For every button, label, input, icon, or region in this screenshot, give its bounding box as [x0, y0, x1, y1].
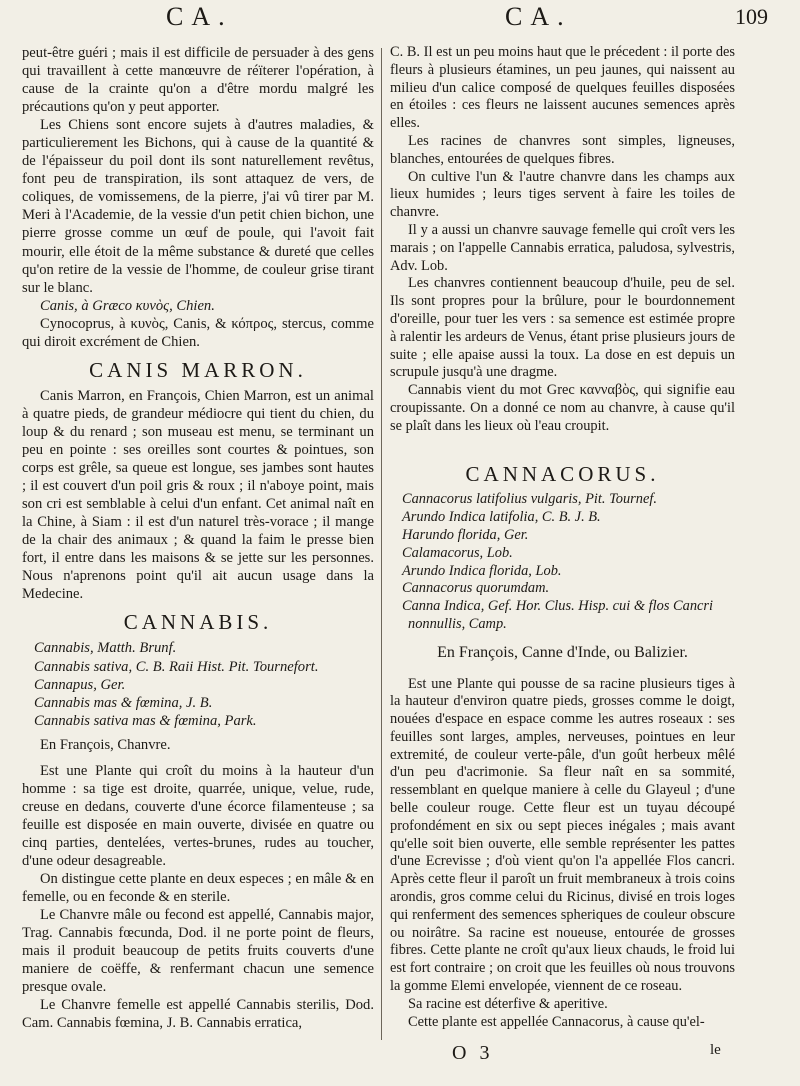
paragraph: Sa racine est déterfive & aperitive. — [408, 995, 608, 1012]
french-name: En François, Chanvre. — [40, 736, 171, 753]
synonym-line: Arundo Indica latifolia, C. B. J. B. — [402, 509, 601, 526]
paragraph: Cette plante est appellée Cannacorus, à cause qu'el- — [408, 1013, 705, 1030]
synonym-line: Cannabis sativa, C. B. Raii Hist. Pit. Tournefort. — [34, 658, 319, 675]
paragraph: Est une Plante qui croît du moins à la hauteur d'un homme : sa tige est droite, quarrée, unique, velue, rude, creuse en dedans, couverte d'une écorce filamenteuse ; sa feuille est disposée en main ouverte, divisée en quatre ou cinq parties, dentelées, vertes-brunes, rudes au toucher, d'une odeur desagreable. — [22, 762, 374, 869]
paragraph: Il y a aussi un chanvre sauvage femelle qui croît vers les marais ; on l'appelle Cannabis erratica, paludosa, sylvestris, Adv. Lob. — [390, 221, 735, 274]
synonym-line: Harundo florida, Ger. — [402, 526, 529, 543]
right-column — [390, 44, 735, 1031]
paragraph: Est une Plante qui pousse de sa racine plusieurs tiges à la hauteur d'environ quatre pieds, grosses comme le doigt, nouées d'espace en espace comme les autres roseaux : ses feuilles sont larges, amples, nerveuses, pointues en leur extremité, de couleur verte-pâle, d'un goût herbeux mêlé d'un peu d'acrimonie. Sa fleur naît en sa sommité, ressemblant en quelque maniere à celle du Glayeul ; d'une belle couleur rouge. Cette fleur est un tuyau découpé profondément en six ou sept pieces inégales ; mais avant qu'elle soit bien ouverte, elle semble représenter les pattes d'une Ecrevisse ; d'où vient qu'on l'a appellée Flos cancri. Après cette fleur il paroît un fruit membraneux à trois coins arondis, gros comme celui du Ricinus, divisé en trois loges qui renferment des semences spheriques de couleur obscure ou noirâtre. Sa racine est noueuse, entourée de grosses fibres. Cette plante ne croît qu'aux lieux chauds, le froid lui est fort contraire ; on croit que les feuilles où nous trouvons la gomme Elemi envelopée, viennent de ce roseau. — [390, 675, 735, 995]
paragraph: On distingue cette plante en deux especes ; en mâle & en femelle, ou en feconde & en sterile. — [22, 871, 374, 906]
synonym-line: Cannacorus latifolius vulgaris, Pit. Tournef. — [402, 491, 657, 508]
paragraph: C. B. Il est un peu moins haut que le précedent : il porte des fleurs à plusieurs étamines, un peu jaunes, qui naissent au milieu d'un calice composé de quelques feuilles disposées en étoiles : ces fleurs ne laissent aucunes semences après elles. — [390, 44, 735, 132]
page-number: 109 — [735, 4, 768, 29]
etymology-line: Cynocoprus, à κυνὸς, Canis, & κόπρος, stercus, comme qui diroit excrément de Chien. — [22, 315, 374, 350]
running-head-right: CA. — [505, 2, 572, 31]
section-title: CANNABIS. — [123, 610, 273, 635]
synonym-line: Cannabis mas & fœmina, J. B. — [34, 694, 213, 711]
paragraph: Les chanvres contiennent beaucoup d'huile, peu de sel. Ils sont propres pour la brûlure, pour le bourdonnement d'oreille, pour tuer les vers : sa semence est estimée propre à ralentir les ardeurs de Venus, étant prise plusieurs jours de suite ; elle apaise aussi la toux. La dose en est depuis un scrupule jusqu'à une dragme. — [390, 275, 735, 381]
column-divider — [381, 48, 382, 1040]
running-head-left: CA. — [166, 2, 233, 31]
french-name: En François, Canne d'Inde, ou Balizier. — [437, 643, 688, 661]
synonym-line: Cannacorus quorumdam. — [402, 580, 550, 597]
paragraph: Les racines de chanvres sont simples, ligneuses, blanches, entourées de quelques fibres. — [390, 132, 735, 167]
catchword: le — [710, 1042, 721, 1058]
synonym-line: Cannapus, Ger. — [34, 676, 126, 693]
paragraph: Les Chiens sont encore sujets à d'autres maladies, & particulierement les Bichons, qui à cause de la quantité & de l'épaisseur du poil dont ils sont naturellement revêtus, font peu de transpiration, ils sont attaquez de vers, de coliques, de vomissemens, de la pierre, j'ai vû tirer par M. Meri à l'Academie, de la vessie d'un petit chien bichon, une pierre grosse comme un œuf de poule, qui l'avoit fait mourir, elle étoit de la même substance & dureté que celles qu'on retire de la vessie de l'homme, de couleur grise tirant sur le blanc. — [22, 117, 374, 296]
paragraph: Le Chanvre mâle ou fecond est appellé, Cannabis major, Trag. Cannabis fœcunda, Dod. il ne porte point de fleurs, mais il produit beaucoup de petits fruits couverts d'une maniere de coëffe, & renfermant chacun une semence presque ovale. — [22, 907, 374, 996]
synonym-line: Calamacorus, Lob. — [402, 544, 513, 561]
paragraph: On cultive l'un & l'autre chanvre dans les champs aux lieux humides ; leurs tiges servent à faire les toiles de chanvre. — [390, 168, 735, 221]
left-column — [22, 44, 374, 1032]
etymology-line: Canis, à Græco κυνὸς, Chien. — [40, 297, 215, 314]
signature-mark: O 3 — [452, 1042, 494, 1064]
synonym-line: Cannabis, Matth. Brunf. — [34, 640, 177, 657]
section-title: CANNACORUS. — [465, 461, 660, 486]
paragraph: peut-être guéri ; mais il est difficile de persuader à des gens qui travaillent à cette manœuvre de réïterer l'opération, à cause de la crainte qu'on a d'être mordu malgré les précautions qu'on y peut apporter. — [22, 45, 374, 116]
section-title: CANIS MARRON. — [89, 357, 307, 382]
synonym-line: Canna Indica, Gef. Hor. Clus. Hisp. cui & flos Cancri nonnullis, Camp. — [402, 598, 713, 632]
paragraph: Le Chanvre femelle est appellé Cannabis sterilis, Dod. Cam. Cannabis fœmina, J. B. Cannabis erratica, — [22, 997, 374, 1032]
paragraph: Canis Marron, en François, Chien Marron, est un animal à quatre pieds, de grandeur médiocre qui tient du chien, du loup & du renard ; son museau est menu, se terminant un peu en pointe : ses oreilles sont courtes & pointues, son corps est grêle, sa queue est longue, ses jambes sont hautes ; il est couvert d'un poil gris & roux ; il n'aboye point, mais son cri est semblable à celui d'un enfant. Cet animal naît en la Chine, à Siam : il est d'un naturel très-vorace ; il mange de la chair des animaux ; & quand la faim le presse bien fort, il entre dans les maisons & se jette sur les personnes. Nous n'aprenons point qu'il ait aucun usage dans la Medecine. — [22, 387, 374, 603]
synonym-line: Arundo Indica florida, Lob. — [402, 562, 562, 579]
synonym-line: Cannabis sativa mas & fœmina, Park. — [34, 712, 257, 729]
paragraph: Cannabis vient du mot Grec κανναβὸς, qui signifie eau croupissante. On a donné ce nom au chanvre, à cause qu'il se plaît dans les lieux où l'eau croupit. — [390, 382, 735, 434]
